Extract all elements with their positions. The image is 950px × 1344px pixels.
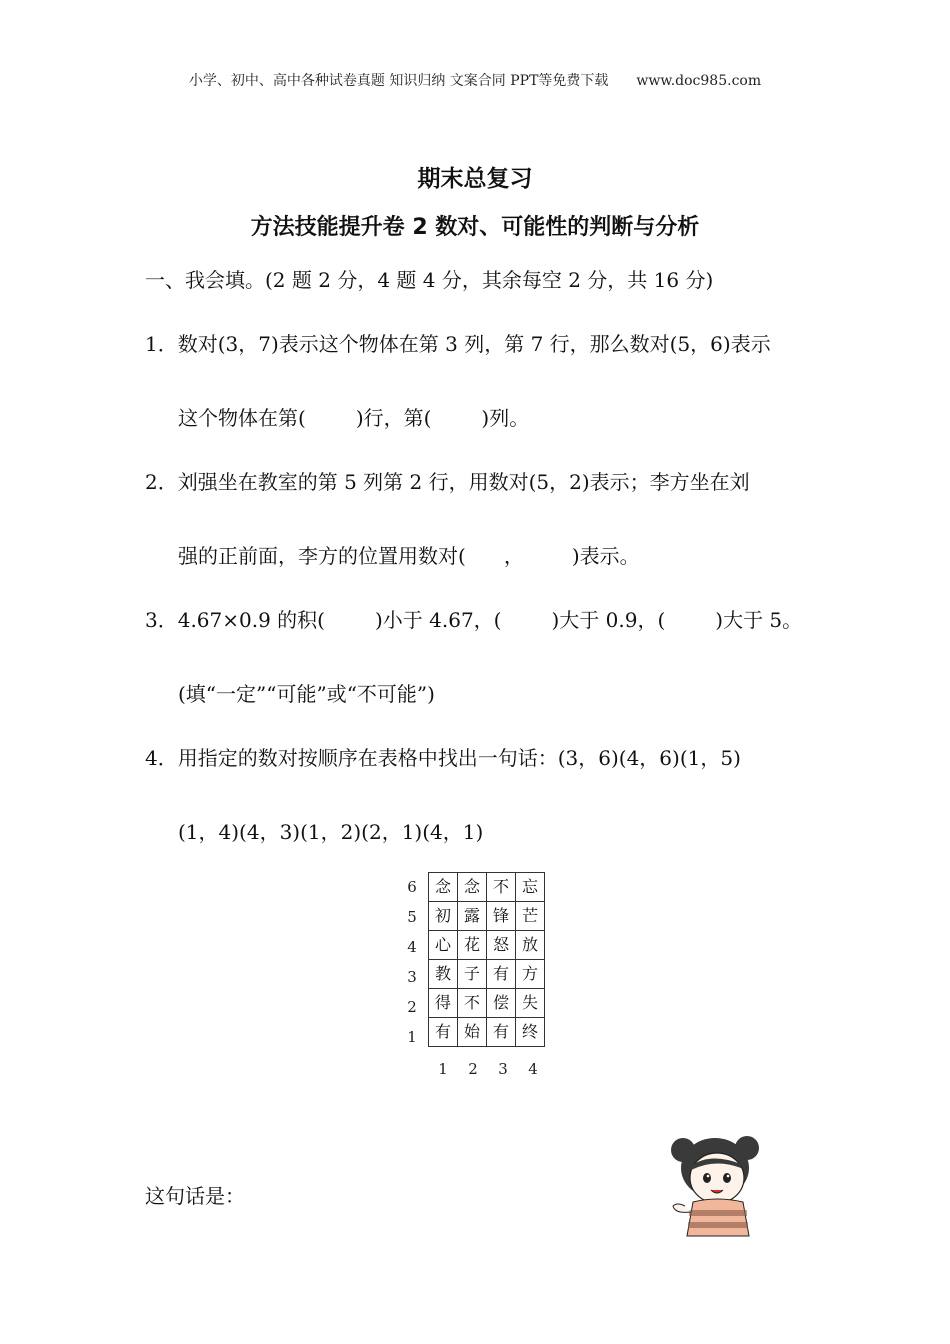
grid-cell: 得 [429, 989, 458, 1018]
grid-cell: 有 [487, 1018, 516, 1047]
q3-text-a: 3．4.67×0.9 的积( [145, 608, 325, 632]
girl-illustration [655, 1128, 780, 1238]
grid-cell: 忘 [516, 873, 545, 902]
row-label: 3 [407, 968, 417, 986]
row-label: 2 [407, 998, 417, 1016]
grid-cell: 念 [458, 873, 487, 902]
q3-text-b: )小于 4.67，( [374, 608, 502, 632]
q3-text-d: )大于 5。 [715, 608, 803, 632]
row-label: 4 [407, 938, 417, 956]
grid-cell: 露 [458, 902, 487, 931]
q3-text-c: )大于 0.9，( [551, 608, 666, 632]
grid-cell: 失 [516, 989, 545, 1018]
grid-cell: 有 [487, 960, 516, 989]
grid-cell: 子 [458, 960, 487, 989]
row-label: 5 [407, 908, 417, 926]
page-subtitle: 方法技能提升卷 2 数对、可能性的判断与分析 [250, 215, 700, 240]
q1-text-b: )行，第( [355, 406, 432, 430]
q3-line2: (填“一定”“可能”或“不可能”) [178, 682, 435, 706]
grid-cell: 芒 [516, 902, 545, 931]
grid-cell: 不 [458, 989, 487, 1018]
header-site[interactable]: www.doc985.com [636, 73, 762, 89]
grid-cell: 有 [429, 1018, 458, 1047]
answer-label: 这句话是： [145, 1184, 245, 1208]
grid-row [429, 931, 545, 960]
grid-cell: 念 [429, 873, 458, 902]
q2-text-c: )表示。 [571, 544, 640, 568]
q4-line2: (1，4)(4，3)(1，2)(2，1)(4，1) [178, 820, 484, 844]
col-label: 3 [498, 1060, 508, 1078]
q4-line1: 4．用指定的数对按顺序在表格中找出一句话：(3，6)(4，6)(1，5) [145, 746, 741, 770]
q1-text-c: )列。 [481, 406, 530, 430]
q2-text-b: ， [503, 544, 524, 568]
grid-row [429, 902, 545, 931]
grid-cell: 放 [516, 931, 545, 960]
q3-line1 [145, 604, 802, 633]
q2-text-a: 强的正前面，李方的位置用数对( [178, 544, 466, 568]
character-grid [428, 872, 545, 1047]
grid-cell: 偿 [487, 989, 516, 1018]
q1-line2 [178, 402, 529, 431]
grid-cell: 方 [516, 960, 545, 989]
header-text: 小学、初中、高中各种试卷真题 知识归纳 文案合同 PPT等免费下载 [188, 73, 609, 89]
grid-cell: 怒 [487, 931, 516, 960]
col-label: 4 [528, 1060, 538, 1078]
grid-row [429, 960, 545, 989]
grid-row [429, 1018, 545, 1047]
grid-cell: 锋 [487, 902, 516, 931]
col-label: 1 [438, 1060, 448, 1078]
grid-cell: 始 [458, 1018, 487, 1047]
grid-row [429, 989, 545, 1018]
q2-line2 [178, 540, 640, 569]
page-header [0, 70, 950, 90]
q1-line1: 1．数对(3，7)表示这个物体在第 3 列，第 7 行，那么数对(5，6)表示 [145, 332, 771, 356]
row-label: 6 [407, 878, 417, 896]
page-title: 期末总复习 [417, 166, 533, 192]
row-label: 1 [407, 1028, 417, 1046]
grid-cell: 心 [429, 931, 458, 960]
grid-cell: 不 [487, 873, 516, 902]
grid-row [429, 873, 545, 902]
grid-cell: 初 [429, 902, 458, 931]
q1-text-a: 这个物体在第( [178, 406, 306, 430]
grid-cell: 教 [429, 960, 458, 989]
q2-line1: 2．刘强坐在教室的第 5 列第 2 行，用数对(5，2)表示；李方坐在刘 [145, 470, 750, 494]
grid-cell: 花 [458, 931, 487, 960]
grid-cell: 终 [516, 1018, 545, 1047]
section-heading: 一、我会填。(2 题 2 分，4 题 4 分，其余每空 2 分，共 16 分) [145, 268, 714, 292]
col-label: 2 [468, 1060, 478, 1078]
